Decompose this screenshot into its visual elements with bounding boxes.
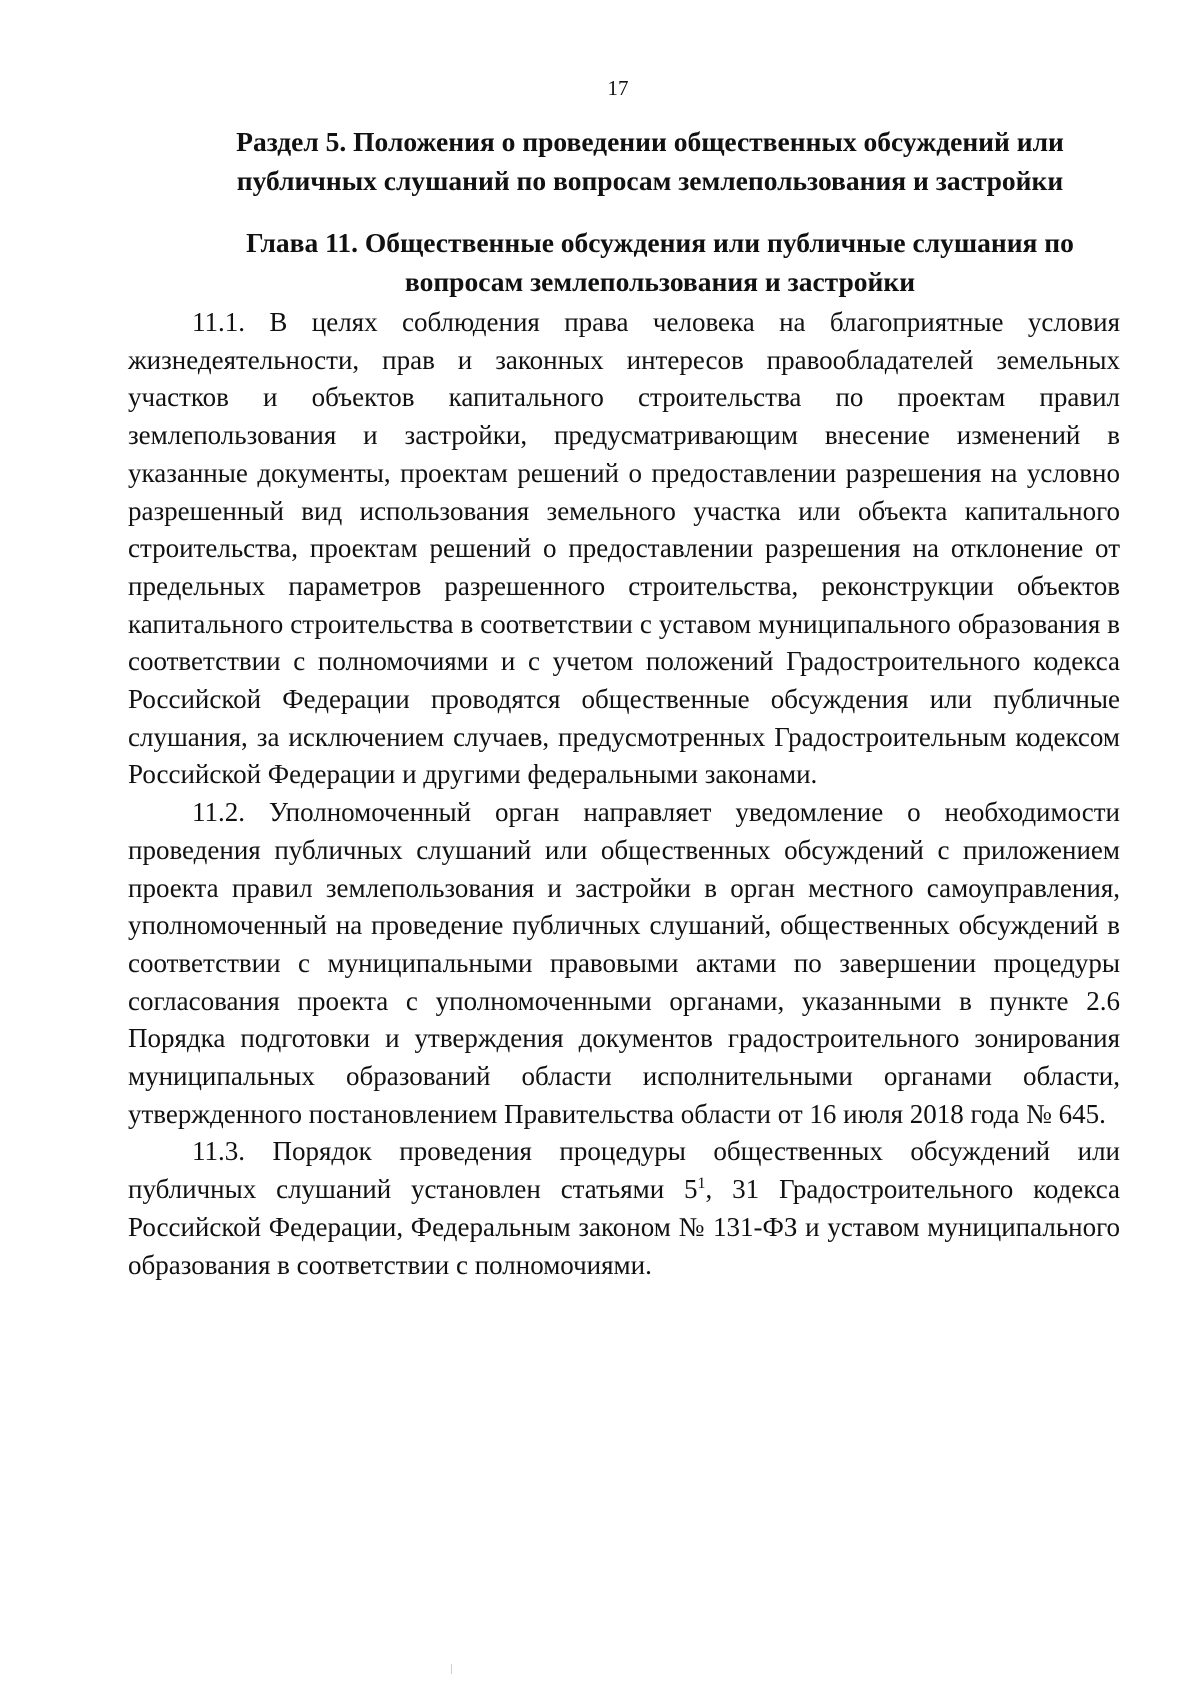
paragraph-11-3-text-before: 11.3. Порядок проведения процедуры общественных обсуждений или публичных слушаний установлен статьями 5 xyxy=(128,1136,1120,1205)
section-heading: Раздел 5. Положения о проведении общественных обсуждений или публичных слушаний по вопросам землепользования и застройки xyxy=(236,126,1064,196)
paragraph-11-3-text-after: , 31 Градостроительного кодекса Российской Федерации, Федеральным законом № 131-ФЗ и уставом муниципального образования в соответствии с полномочиями. xyxy=(128,1174,1121,1280)
paragraph-11-2: 11.2. Уполномоченный орган направляет уведомление о необходимости проведения публичных слушаний или общественных обсуждений с приложением проекта правил землепользования и застройки в орган местного самоуправления, уполномоченный на проведение публичных слушаний, общественных обсуждений в соответствии с муниципальными правовыми актами по завершении процедуры согласования проекта с уполномоченными органами, указанными в пункте 2.6 Порядка подготовки и утверждения документов градостроительного зонирования муниципальных образований области исполнительными органами области, утвержденного постановлением Правительства области от 16 июля 2018 года № 645. xyxy=(128,797,1120,1129)
scan-artifact xyxy=(451,1664,452,1674)
footnote-superscript: 1 xyxy=(697,1175,706,1193)
chapter-heading: Глава 11. Общественные обсуждения или публичные слушания по вопросам землепользования и застройки xyxy=(246,227,1074,297)
page-number: 17 xyxy=(607,76,629,100)
paragraph-11-1: 11.1. В целях соблюдения права человека на благоприятные условия жизнедеятельности, прав и законных интересов правообладателей земельных участков и объектов капитального строительства по проектам правил землепользования и застройки, предусматривающим внесение изменений в указанные документы, проектам решений о предоставлении разрешения на условно разрешенный вид использования земельного участка или объекта капитального строительства, проектам решений о предоставлении разрешения на отклонение от предельных параметров разрешенного строительства, реконструкции объектов капитального строительства в соответствии с уставом муниципального образования в соответствии с полномочиями и с учетом положений Градостроительного кодекса Российской Федерации проводятся общественные обсуждения или публичные слушания, за исключением случаев, предусмотренных Градостроительным кодексом Российской Федерации и другими федеральными законами. xyxy=(128,307,1120,790)
paragraph-11-3 xyxy=(128,1133,1120,1284)
body-text xyxy=(128,304,1120,1284)
